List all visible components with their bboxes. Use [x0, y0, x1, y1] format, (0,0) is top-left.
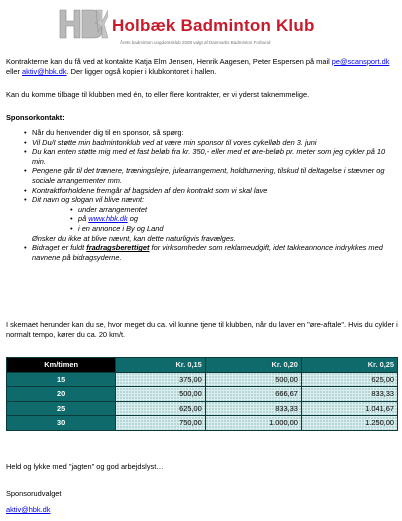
bullet-main — [6, 128, 398, 138]
bullet-q3 — [6, 166, 398, 185]
bullet-q2 — [6, 147, 398, 166]
bullet-q1 — [6, 138, 398, 148]
bullet-q6-pre: Bidraget er fuldt — [32, 243, 87, 253]
bullet-q4-text: Kontraktforholdene fremgår af bagsiden af den kontrakt som vi skal lave — [32, 185, 268, 195]
sub-bullet-3 — [32, 224, 398, 234]
sub-bullet-3-text: i en annonce i By og Land — [78, 223, 164, 233]
section-title: Sponsorkontakt: — [6, 113, 65, 122]
bullet-list — [6, 128, 398, 262]
table-cell: 666,67 — [205, 387, 301, 402]
bullet-q6-post: for virksomheder som reklameudgift, idet takkeannonce indrykkes med navnene på bidragsyderne. — [32, 243, 383, 262]
table-cell: 375,00 — [116, 372, 205, 387]
table-cell: 30 — [7, 416, 116, 431]
table-header-row — [7, 358, 398, 373]
table-cell: 25 — [7, 401, 116, 416]
table-row — [7, 387, 398, 402]
table-cell: 1.000,00 — [205, 416, 301, 431]
club-name: Holbæk Badminton Klub — [112, 16, 315, 35]
table-header-020: Kr. 0,20 — [205, 358, 301, 373]
sub-bullet-2-pre: på — [78, 214, 89, 224]
email-link-pe[interactable]: pe@scansport.dk — [331, 57, 390, 66]
bullet-q3-text: Pengene går til det trænere, træningslejre, julearrangement, holdturnering, tilskud til deltagelse i stævner og sociale arrangementer mm. — [32, 166, 385, 185]
closing-email — [6, 505, 398, 515]
sub-bullet-1 — [32, 205, 398, 215]
bullet-q6 — [6, 243, 398, 262]
intro-paragraph — [6, 57, 398, 76]
table-cell: 500,00 — [205, 372, 301, 387]
intro-second-paragraph: Kan du komme tilbage til klubben med én, to eller flere kontrakter, er vi yderst taknemmelige. — [6, 90, 310, 99]
bullet-q6-bold: fradragsberettiget — [86, 243, 150, 253]
hbk-logo — [56, 4, 108, 44]
table-cell: 625,00 — [301, 372, 397, 387]
intro-text: Kontrakterne kan du få ved at kontakte Katja Elm Jensen, Henrik Aagesen, Peter Espersen på mail — [6, 57, 330, 66]
table-cell: 750,00 — [116, 416, 205, 431]
table-cell: 833,33 — [301, 387, 397, 402]
website-link[interactable]: www.hbk.dk — [88, 214, 128, 224]
signature: Sponsorudvalget — [6, 489, 62, 498]
sub-bullet-1-text: under arrangementet — [78, 204, 148, 214]
table-cell: 833,33 — [205, 401, 301, 416]
closing-email-link[interactable]: aktiv@hbk.dk — [6, 505, 51, 514]
table-cell: 1.041,67 — [301, 401, 397, 416]
club-tagline: Årets badminton ungdomsklub 2008 valgt af Danmarks Badminton Forbund — [120, 40, 271, 45]
table-row — [7, 401, 398, 416]
table-cell: 15 — [7, 372, 116, 387]
table-header-025: Kr. 0,25 — [301, 358, 397, 373]
table-cell: 1.250,00 — [301, 416, 397, 431]
bullet-q1-text: Vil Du/I støtte min badmintonklub ved at være min sponsor til vores cykelløb den 3. juni — [32, 137, 317, 147]
bullet-main-text: Når du henvender dig til en sponsor, så spørg: — [32, 128, 184, 137]
table-intro: I skemaet herunder kan du se, hvor meget du ca. vil kunne tjene til klubben, når du laver en "øre-aftale". Hvis du cykler i normalt tempo, kører du ca. 20 km/t. — [6, 320, 398, 339]
table-cell: 500,00 — [116, 387, 205, 402]
earnings-table — [6, 357, 398, 431]
letterhead — [0, 0, 402, 52]
bullet-q4 — [6, 186, 398, 196]
sub-bullet-2-post: og — [127, 214, 138, 224]
bullet-q2-text: Du kan enten støtte mig med et fast beløb fra kr. 350,- eller med et øre-beløb pr. meter som jeg cykler på 10 min. — [32, 147, 386, 166]
table-row — [7, 372, 398, 387]
bullet-q5 — [6, 195, 398, 243]
sub-bullet-2 — [32, 214, 398, 224]
sub-bullet-list — [32, 205, 398, 234]
table-row — [7, 416, 398, 431]
sponsor-instructions — [6, 128, 398, 262]
table-header-015: Kr. 0,15 — [116, 358, 205, 373]
table-cell: 20 — [7, 387, 116, 402]
bullet-q5-text: Dit navn og slogan vil blive nævnt: — [32, 195, 145, 205]
bullet-q5-note: Ønsker du ikke at blive nævnt, kan dette naturligvis fravælges. — [32, 233, 236, 243]
intro-tail: . Der ligger også kopier i klubkontoret i hallen. — [66, 66, 217, 76]
email-link-aktiv[interactable]: aktiv@hbk.dk — [22, 66, 67, 76]
table-cell: 625,00 — [116, 401, 205, 416]
closing-line: Held og lykke med "jagten" og god arbejdslyst… — [6, 462, 164, 471]
table-header-km: Km/timen — [7, 358, 116, 373]
intro-mid: eller — [6, 66, 23, 76]
